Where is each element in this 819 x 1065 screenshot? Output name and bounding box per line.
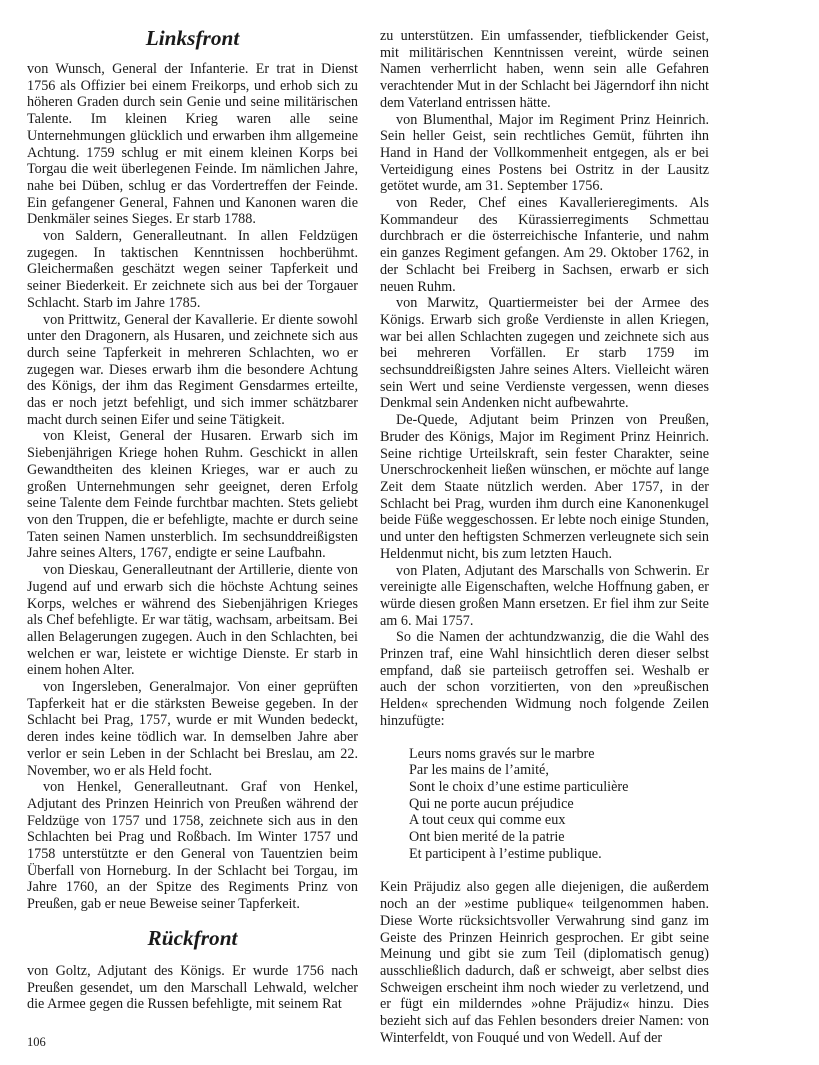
paragraph-kein-praejudiz: Kein Präjudiz also gegen alle diejenigen, die außerdem noch an der »estime publique« teilgenommen haben. Diese Worte rücksichtsvoller Verwahrung sind ganz im Geiste des Prinzen Heinrich gesprochen. Er gibt seine Meinung und gibt sie zum Teil (diplomatisch genug) ausschließlich dadurch, daß er schweigt, aber selbst dies Schweigen erscheint ihm noch wieder zu verletzend, und er fügt ein milderndes »ohne Präjudiz« hinzu. Dies bezieht sich auf das Fehlen besonders dreier Namen: von Winterfeldt, von Fouqué und von Wedell. Auf der: [380, 879, 709, 1046]
paragraph-platen: von Platen, Adjutant des Marschalls von Schwerin. Er vereinigte alle Eigenschaften, welche Hoffnung gaben, er würde diesen großen Mann ersetzen. Er fiel ihm zur Seite am 6. Mai 1757.: [380, 562, 709, 629]
poem-line: Et participent à l’estime publique.: [409, 845, 602, 862]
paragraph-saldern: von Saldern, Generalleutnant. In allen Feldzügen zugegen. In taktischen Kenntnissen hochberühmt. Gleichermaßen geschätzt wegen seiner Tapferkeit und seiner Biederkeit. Er zeichnete sich aus bei der Torgauer Schlacht. Starb im Jahre 1785.: [27, 228, 358, 311]
paragraph-goltz-continued: zu unterstützen. Ein umfassender, tiefblickender Geist, mit militärischen Kenntnissen vereint, würde seinen Namen verherrlicht haben, wenn sein alle Gefahren verachtender Mut in der Schlacht bei Jägerndorf ihn nicht dem Vaterland entrissen hätte.: [380, 28, 709, 111]
paragraph-blumenthal: von Blumenthal, Major im Regiment Prinz Heinrich. Sein heller Geist, sein rechtliches Gemüt, führten ihn Hand in Hand der Vollkommenheit entgegen, als er bei Verteidigung eines Postens bei Ostritz in der Lausitz getötet wurde, am 31. September 1756.: [380, 111, 709, 195]
paragraph-henkel: von Henkel, Generalleutnant. Graf von Henkel, Adjutant des Prinzen Heinrich von Preußen während der Feldzüge von 1757 und 1758, zeichnete sich aus in den Schlachten bei Prag und Roßbach. Im Winter 1757 und 1758 unterstützte er den General von Tauentzien beim Überfall von Horneburg. In der Schlacht bei Torgau, im Jahre 1760, an der Spitze des Regiments Prinz von Preußen, gab er neue Beweise seiner Tapferkeit.: [27, 779, 358, 913]
paragraph-de-quede: De-Quede, Adjutant beim Prinzen von Preußen, Bruder des Königs, Major im Regiment Prinz Heinrich. Seine richtige Urteilskraft, sein fester Charakter, seine Unerschrockenheit ließen wünschen, er möchte auf lange Zeit dem Staate nützlich werden. Aber 1757, in der Schlacht bei Prag, wurden ihm durch eine Kanonenkugel beide Füße weggeschossen. Er lebte noch einige Stunden, und unter den heftigsten Schmerzen verleugnete sich sein Heldenmut nicht, bis zum letzten Hauch.: [380, 412, 709, 562]
poem-line: Ont bien merité de la patrie: [409, 829, 565, 846]
paragraph-marwitz: von Marwitz, Quartiermeister bei der Armee des Königs. Erwarb sich große Verdienste in allen Kriegen, war bei allen Schlachten zugegen und zeichnete sich aus bei mehreren Vorfällen. Er starb 1759 im sechsunddreißigsten Jahre seines Alters. Vielleicht wären sein Wert und seine Verdienste vergessen, wenn dieses Denkmal sein Andenken nicht aufbewahrte.: [380, 295, 709, 412]
paragraph-kleist: von Kleist, General der Husaren. Erwarb sich im Siebenjährigen Kriege hohen Ruhm. Geschickt in allen Gewandtheiten des kleinen Krieges, war er auch zu großen Unternehmungen sehr geeignet, deren Erfolg seine Talente dem Feinde furchtbar machten. Stets geliebt von den Truppen, die er befehligte, machte er durch seine Taten seinen Namen unsterblich. Im sechsunddreißigsten Jahre seines Alters, 1767, endigte er seine Laufbahn.: [27, 428, 358, 562]
left-column: [27, 28, 358, 1013]
poem-line: Leurs noms gravés sur le marbre: [409, 745, 595, 762]
section-heading-rueckfront: Rückfront: [147, 925, 238, 950]
poem-line: Sont le choix d’une estime particulière: [409, 778, 629, 795]
poem-line: Qui ne porte aucun préjudice: [409, 795, 574, 812]
paragraph-dieskau: von Dieskau, Generalleutnant der Artillerie, diente von Jugend auf und erwarb sich die höchste Achtung seines Korps, welches er während des Siebenjährigen Krieges als Chef befehligte. Er war tätig, wachsam, arbeitsam. Bei allen Belagerungen zugegen. Auch in den Schlachten, bei welchen er war, leistete er wichtige Dienste. Er starb in einem hohen Alter.: [27, 562, 358, 679]
page-number: 106: [27, 1035, 46, 1049]
poem-verse: [409, 746, 709, 863]
paragraph-goltz: von Goltz, Adjutant des Königs. Er wurde 1756 nach Preußen gesendet, um den Marschall Lehwald, welcher die Armee gegen die Russen befehligte, mit seinem Rat: [27, 962, 358, 1013]
paragraph-ingersleben: von Ingersleben, Generalmajor. Von einer geprüften Tapferkeit hat er die stärksten Beweise gegeben. In der Schlacht bei Prag, 1757, wurde er mit Wunden bedeckt, deren indes keine tödlich war. In demselben Jahre aber verlor er sein Leben in der Schlacht bei Breslau, am 22. November, wo er als Held focht.: [27, 679, 358, 779]
paragraph-prittwitz: von Prittwitz, General der Kavallerie. Er diente sowohl unter den Dragonern, als Husaren, und zeichnete sich aus durch seine Tapferkeit in mehreren Schlachten, wo er zugegen war. Dieses erwarb ihm die besondere Achtung des Königs, der ihm das Regiment Gensdarmes erteilte, das er noch jetzt befehligt, und sich immer schätzbarer macht durch seinen Eifer und seine Tätigkeit.: [27, 311, 358, 428]
right-column: [380, 28, 709, 1046]
paragraph-wunsch: von Wunsch, General der Infanterie. Er trat in Dienst 1756 als Offizier bei einem Freikorps, und erhob sich zu höheren Graden durch sein Genie und seine militärischen Talente. Im kleinen Krieg waren alle seine Unternehmungen glücklich und erwarben ihm allgemeine Achtung. 1759 schlug er mit einem kleinen Korps bei Torgau die weit überlegenen Feinde. Im nämlichen Jahre, nahe bei Düben, schlug er das Vordertreffen der Feinde. Ein gefangener General, Fahnen und Kanonen waren die Denkmäler seines Sieges. Er starb 1788.: [27, 61, 358, 228]
section-heading-linksfront: Linksfront: [145, 26, 240, 50]
poem-line: A tout ceux qui comme eux: [409, 812, 566, 829]
paragraph-reder: von Reder, Chef eines Kavallerieregiments. Als Kommandeur des Kürassierregiments Schmettau durchbrach er die österreichische Infanterie, und nahm ein ganzes Regiment gefangen. Am 29. Oktober 1762, in der Schlacht bei Freiberg in Sachsen, erwarb er sich neuen Ruhm.: [380, 195, 709, 295]
paragraph-so-die-namen: So die Namen der achtundzwanzig, die die Wahl des Prinzen traf, eine Wahl hinsichtlich deren dieser selbst empfand, daß sie parteiisch getroffen sei. Weshalb er auch der schon vorzitierten, von den »preußischen Helden« sprechenden Widmung noch folgende Zeilen hinzufügte:: [380, 629, 709, 729]
poem-line: Par les mains de l’amité,: [409, 762, 549, 779]
